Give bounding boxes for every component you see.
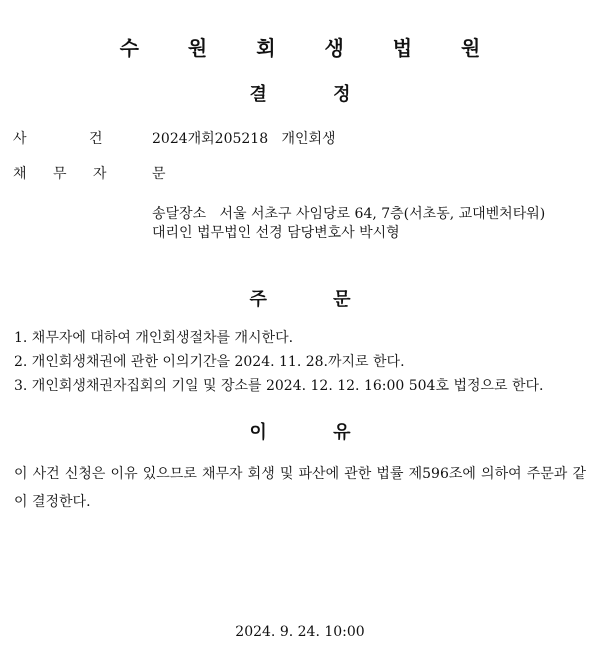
case-label: 사 건	[13, 131, 103, 147]
case-number: 2024개회205218	[152, 131, 269, 147]
reason-text: 이 사건 신청은 이유 있으므로 채무자 회생 및 파산에 관한 법률 제596조에 의하여 주문과 같이 결정한다.	[14, 466, 586, 510]
delivery-address-line	[152, 203, 545, 223]
court-name: 수 원 회 생 법 원	[119, 36, 502, 60]
delivery-address: 서울 서초구 사임당로 64, 7층(서초동, 교대벤처타워)	[219, 206, 546, 222]
order-item-2: 2. 개인회생채권에 관한 이의기간을 2024. 11. 28.까지로 한다.	[14, 354, 405, 370]
decision-date: 2024. 9. 24. 10:00	[235, 624, 365, 640]
case-type: 개인회생	[281, 131, 336, 147]
delivery-label: 송달장소	[152, 206, 207, 222]
reason-heading: 이 유	[249, 422, 351, 443]
debtor-name: 문	[152, 166, 166, 182]
order-item-3: 3. 개인회생채권자집회의 기일 및 장소를 2024. 12. 12. 16:00 504호 법정으로 한다.	[14, 378, 544, 394]
case-info	[152, 128, 336, 148]
decision-title: 결 정	[249, 84, 351, 105]
debtor-label: 채 무 자	[13, 166, 107, 182]
order-heading: 주 문	[249, 289, 351, 310]
order-item-1: 1. 채무자에 대하여 개인회생절차를 개시한다.	[14, 330, 294, 346]
delivery-agent: 대리인 법무법인 선경 담당변호사 박시형	[152, 225, 400, 241]
